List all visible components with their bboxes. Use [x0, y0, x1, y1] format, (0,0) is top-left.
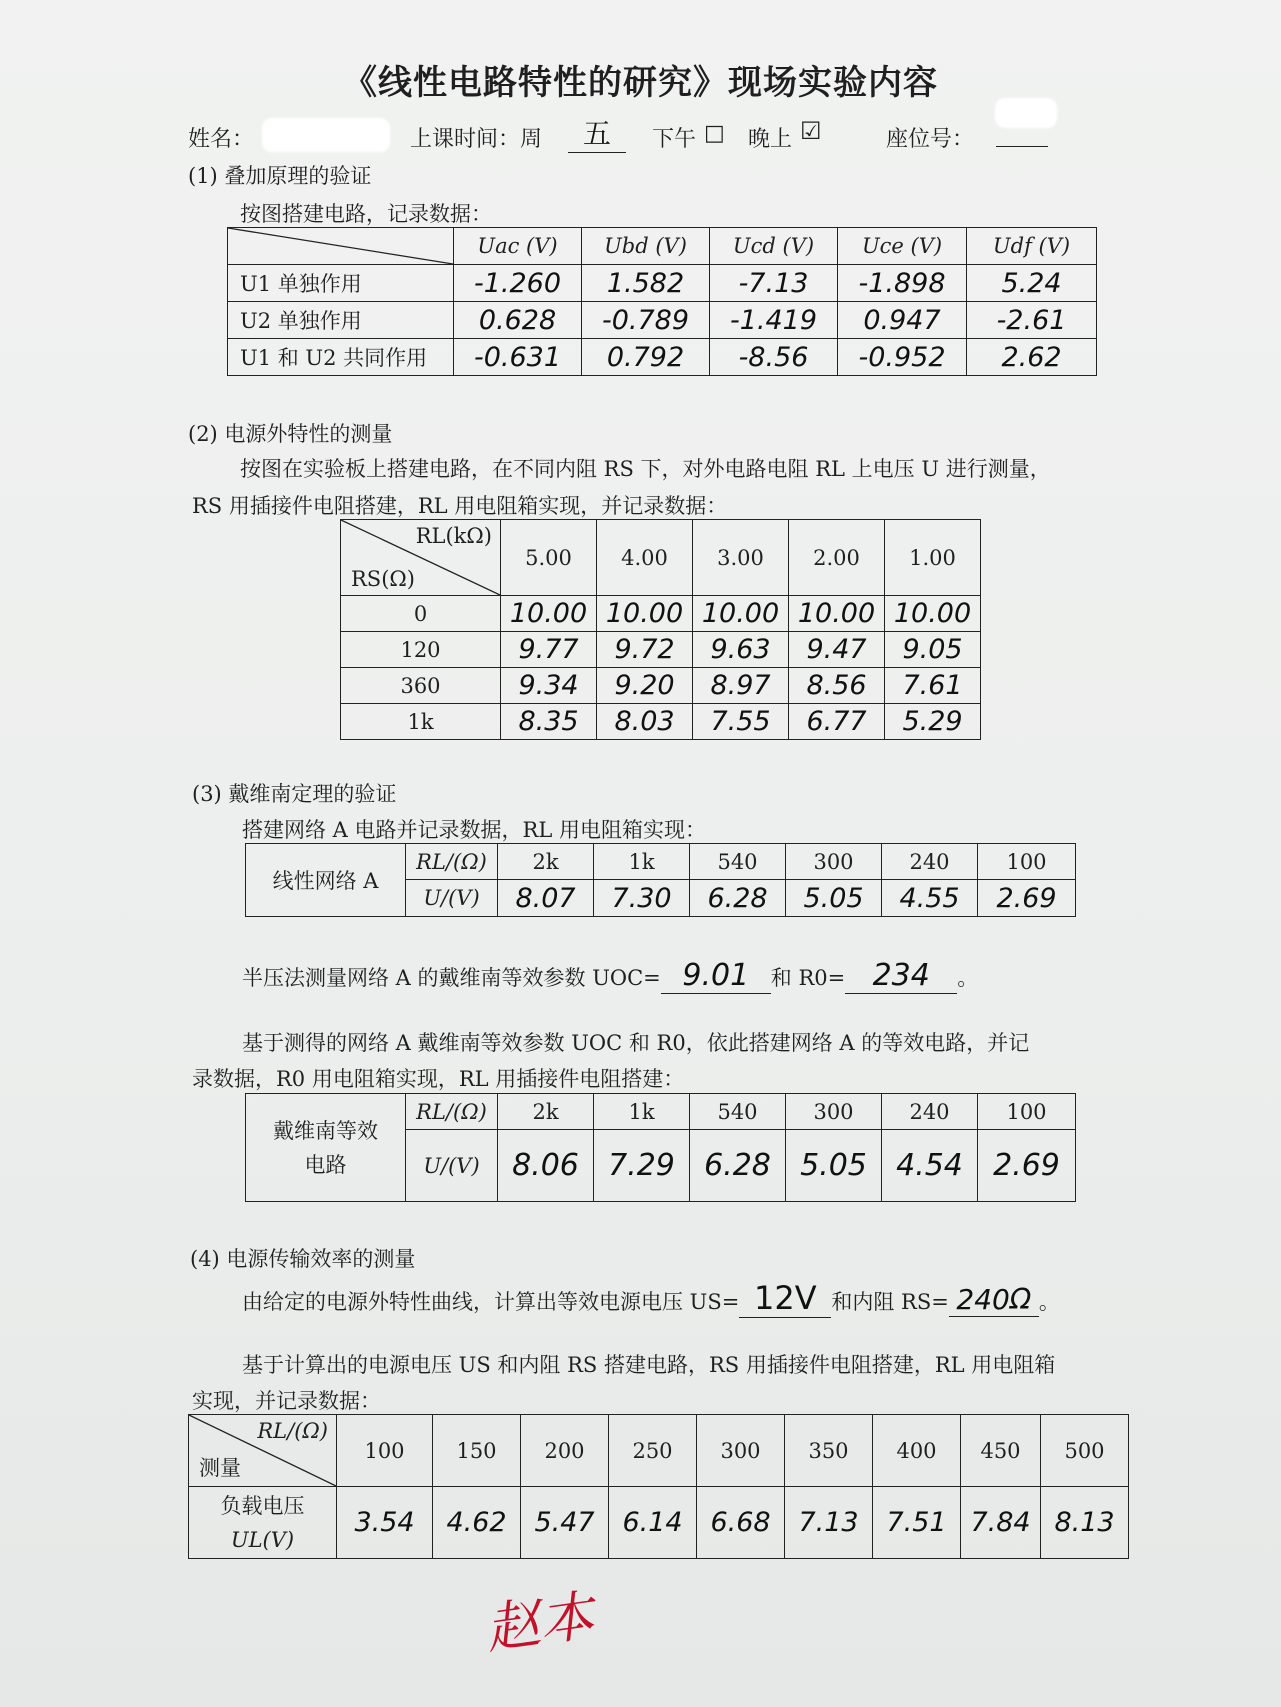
col-header: 4.00: [597, 520, 693, 596]
measured-value: 7.29: [594, 1130, 690, 1202]
measured-value: 7.13: [785, 1487, 873, 1559]
measured-value: 6.28: [690, 880, 786, 917]
col-header: 1k: [594, 844, 690, 880]
section1-instruction: 按图搭建电路，记录数据：: [240, 202, 492, 226]
measured-value: -8.56: [710, 339, 838, 376]
col-header: Uac (V): [454, 228, 582, 265]
measured-value: 7.84: [961, 1487, 1041, 1559]
col-header: Ucd (V): [710, 228, 838, 265]
row-label: U1 单独作用: [228, 265, 454, 302]
measured-value: -0.631: [454, 339, 582, 376]
col-header: 500: [1041, 1415, 1129, 1487]
measured-value: -0.789: [582, 302, 710, 339]
u-unit-label: U/(V): [406, 1130, 498, 1202]
curve-prefix: 由给定的电源外特性曲线，计算出等效电源电压 US=: [242, 1290, 740, 1314]
section3-heading: (3) 戴维南定理的验证: [192, 782, 397, 806]
measured-value: 3.54: [337, 1487, 433, 1559]
page-title: 《线性电路特性的研究》现场实验内容: [343, 63, 938, 103]
weekday-value: 五: [568, 112, 626, 153]
efficiency-table: [188, 1414, 1129, 1559]
measured-value: 5.29: [885, 704, 981, 740]
measured-value: -7.13: [710, 265, 838, 302]
measured-value: 9.20: [597, 668, 693, 704]
measured-value: 8.35: [501, 704, 597, 740]
measured-value: 0.792: [582, 339, 710, 376]
row-label-line-1: 负载电压: [220, 1493, 305, 1518]
row-label: 360: [341, 668, 501, 704]
measured-value: 2.62: [967, 339, 1097, 376]
name-label: 姓名：: [188, 127, 255, 152]
superposition-table: [227, 227, 1097, 376]
table-corner: [228, 228, 454, 265]
source-curve-line: [242, 1279, 1060, 1318]
row-label: U1 和 U2 共同作用: [228, 339, 454, 376]
col-header: 240: [882, 844, 978, 880]
rs-value: 240Ω: [949, 1283, 1039, 1317]
measured-value: 10.00: [885, 596, 981, 632]
measured-value: 5.05: [786, 880, 882, 917]
measured-value: 6.68: [697, 1487, 785, 1559]
equiv-text-2: 录数据，R0 用电阻箱实现，RL 用插接件电阻搭建：: [192, 1067, 685, 1091]
evening-checkbox[interactable]: ☑: [800, 117, 822, 145]
measured-value: 9.34: [501, 668, 597, 704]
row-label-line-1: 戴维南等效: [273, 1118, 378, 1143]
col-header: 5.00: [501, 520, 597, 596]
measured-value: 1.582: [582, 265, 710, 302]
half-voltage-line: [242, 958, 978, 994]
col-header: 100: [978, 844, 1076, 880]
measured-value: 6.28: [690, 1130, 786, 1202]
measured-value: 5.05: [786, 1130, 882, 1202]
measured-value: 2.69: [978, 1130, 1076, 1202]
measured-value: -1.260: [454, 265, 582, 302]
seat-redaction: [995, 98, 1057, 128]
col-header: 350: [785, 1415, 873, 1487]
period: 。: [957, 966, 979, 990]
measured-value: 8.07: [498, 880, 594, 917]
table-row: [228, 302, 1097, 339]
us-value: 12V: [739, 1279, 831, 1318]
col-header: 540: [690, 844, 786, 880]
row-label: 120: [341, 632, 501, 668]
rl-unit-label: RL/(Ω): [406, 1094, 498, 1130]
col-header: 1k: [594, 1094, 690, 1130]
table-row: [228, 339, 1097, 376]
u-unit-label: U/(V): [406, 880, 498, 917]
measured-value: 9.72: [597, 632, 693, 668]
measured-value: 6.14: [609, 1487, 697, 1559]
build-text-2: 实现，并记录数据：: [192, 1389, 381, 1413]
evening-label: 晚上: [748, 127, 793, 152]
col-header: 450: [961, 1415, 1041, 1487]
measured-value: 7.30: [594, 880, 690, 917]
col-header: 150: [433, 1415, 521, 1487]
measured-value: 9.05: [885, 632, 981, 668]
table-row: [189, 1487, 1129, 1559]
measured-value: 10.00: [693, 596, 789, 632]
table-row: [341, 596, 981, 632]
measured-value: 10.00: [789, 596, 885, 632]
r0-value: 234: [845, 958, 957, 994]
measured-value: -1.898: [838, 265, 967, 302]
table-row: [228, 265, 1097, 302]
col-header: 300: [786, 1094, 882, 1130]
equiv-text-1: 基于测得的网络 A 戴维南等效参数 UOC 和 R0，依此搭建网络 A 的等效电路，并记: [242, 1031, 1030, 1055]
half-voltage-prefix: 半压法测量网络 A 的戴维南等效参数 UOC=: [242, 966, 661, 990]
source-characteristic-table: [340, 519, 981, 740]
seat-blank-line: [996, 146, 1048, 147]
measured-value: 6.77: [789, 704, 885, 740]
corner-rl-label: RL(kΩ): [415, 524, 492, 548]
row-label: 线性网络 A: [246, 844, 406, 917]
thevenin-equivalent-table: [245, 1093, 1076, 1202]
corner-rl-label: RL/(Ω): [257, 1419, 328, 1443]
measured-value: 5.47: [521, 1487, 609, 1559]
section2-instruction-1: 按图在实验板上搭建电路，在不同内阻 RS 下，对外电路电阻 RL 上电压 U 进行测量，: [240, 457, 1051, 481]
table-corner: [341, 520, 501, 596]
measured-value: 8.06: [498, 1130, 594, 1202]
row-label: U2 单独作用: [228, 302, 454, 339]
col-header: 1.00: [885, 520, 981, 596]
table-row: [341, 704, 981, 740]
build-text-1: 基于计算出的电源电压 US 和内阻 RS 搭建电路，RS 用插接件电阻搭建，RL 用电阻箱: [242, 1353, 1056, 1377]
name-redaction: [262, 118, 390, 152]
col-header: 2k: [498, 1094, 594, 1130]
and-rs-label: 和内阻 RS=: [831, 1290, 949, 1314]
measured-value: -0.952: [838, 339, 967, 376]
col-header: 100: [337, 1415, 433, 1487]
table-corner: [189, 1415, 337, 1487]
measured-value: 4.62: [433, 1487, 521, 1559]
and-r0-label: 和 R0=: [770, 966, 846, 990]
measured-value: 4.55: [882, 880, 978, 917]
table-row: [341, 668, 981, 704]
afternoon-checkbox[interactable]: □: [704, 121, 725, 146]
row-label: [189, 1487, 337, 1559]
teacher-signature: 赵本: [481, 1583, 598, 1662]
measured-value: 8.03: [597, 704, 693, 740]
row-label: [246, 1094, 406, 1202]
measured-value: 8.13: [1041, 1487, 1129, 1559]
row-label-line-2: UL(V): [230, 1527, 295, 1552]
row-label-line-2: 电路: [304, 1152, 347, 1177]
col-header: Udf (V): [967, 228, 1097, 265]
col-header: 2k: [498, 844, 594, 880]
measured-value: 9.77: [501, 632, 597, 668]
afternoon-label: 下午: [652, 127, 697, 152]
measured-value: 8.97: [693, 668, 789, 704]
section3-instruction: 搭建网络 A 电路并记录数据，RL 用电阻箱实现：: [242, 818, 706, 842]
measured-value: 0.628: [454, 302, 582, 339]
col-header: 3.00: [693, 520, 789, 596]
col-header: 300: [786, 844, 882, 880]
measured-value: 2.69: [978, 880, 1076, 917]
col-header: Ubd (V): [582, 228, 710, 265]
measured-value: 7.55: [693, 704, 789, 740]
col-header: 250: [609, 1415, 697, 1487]
section4-heading: (4) 电源传输效率的测量: [190, 1247, 416, 1271]
row-label: 1k: [341, 704, 501, 740]
measured-value: 9.47: [789, 632, 885, 668]
measured-value: 4.54: [882, 1130, 978, 1202]
uoc-value: 9.01: [661, 958, 771, 994]
section2-instruction-2: RS 用插接件电阻搭建，RL 用电阻箱实现，并记录数据：: [192, 494, 728, 518]
col-header: 400: [873, 1415, 961, 1487]
table-row: [341, 632, 981, 668]
col-header: 540: [690, 1094, 786, 1130]
measured-value: 5.24: [967, 265, 1097, 302]
col-header: 100: [978, 1094, 1076, 1130]
measured-value: 9.63: [693, 632, 789, 668]
row-label: 0: [341, 596, 501, 632]
corner-measure-label: 测量: [199, 1456, 241, 1480]
measured-value: 10.00: [597, 596, 693, 632]
class-time-label: 上课时间：周: [410, 127, 543, 152]
network-a-table: [245, 843, 1076, 917]
rl-unit-label: RL/(Ω): [406, 844, 498, 880]
measured-value: 10.00: [501, 596, 597, 632]
measured-value: -2.61: [967, 302, 1097, 339]
col-header: 240: [882, 1094, 978, 1130]
corner-rs-label: RS(Ω): [351, 567, 415, 591]
section1-heading: (1) 叠加原理的验证: [188, 164, 372, 188]
col-header: 200: [521, 1415, 609, 1487]
col-header: 300: [697, 1415, 785, 1487]
measured-value: 7.61: [885, 668, 981, 704]
measured-value: -1.419: [710, 302, 838, 339]
col-header: 2.00: [789, 520, 885, 596]
measured-value: 7.51: [873, 1487, 961, 1559]
measured-value: 0.947: [838, 302, 967, 339]
col-header: Uce (V): [838, 228, 967, 265]
measured-value: 8.56: [789, 668, 885, 704]
section2-heading: (2) 电源外特性的测量: [188, 422, 393, 446]
period: 。: [1038, 1290, 1060, 1314]
seat-label: 座位号：: [886, 127, 975, 152]
